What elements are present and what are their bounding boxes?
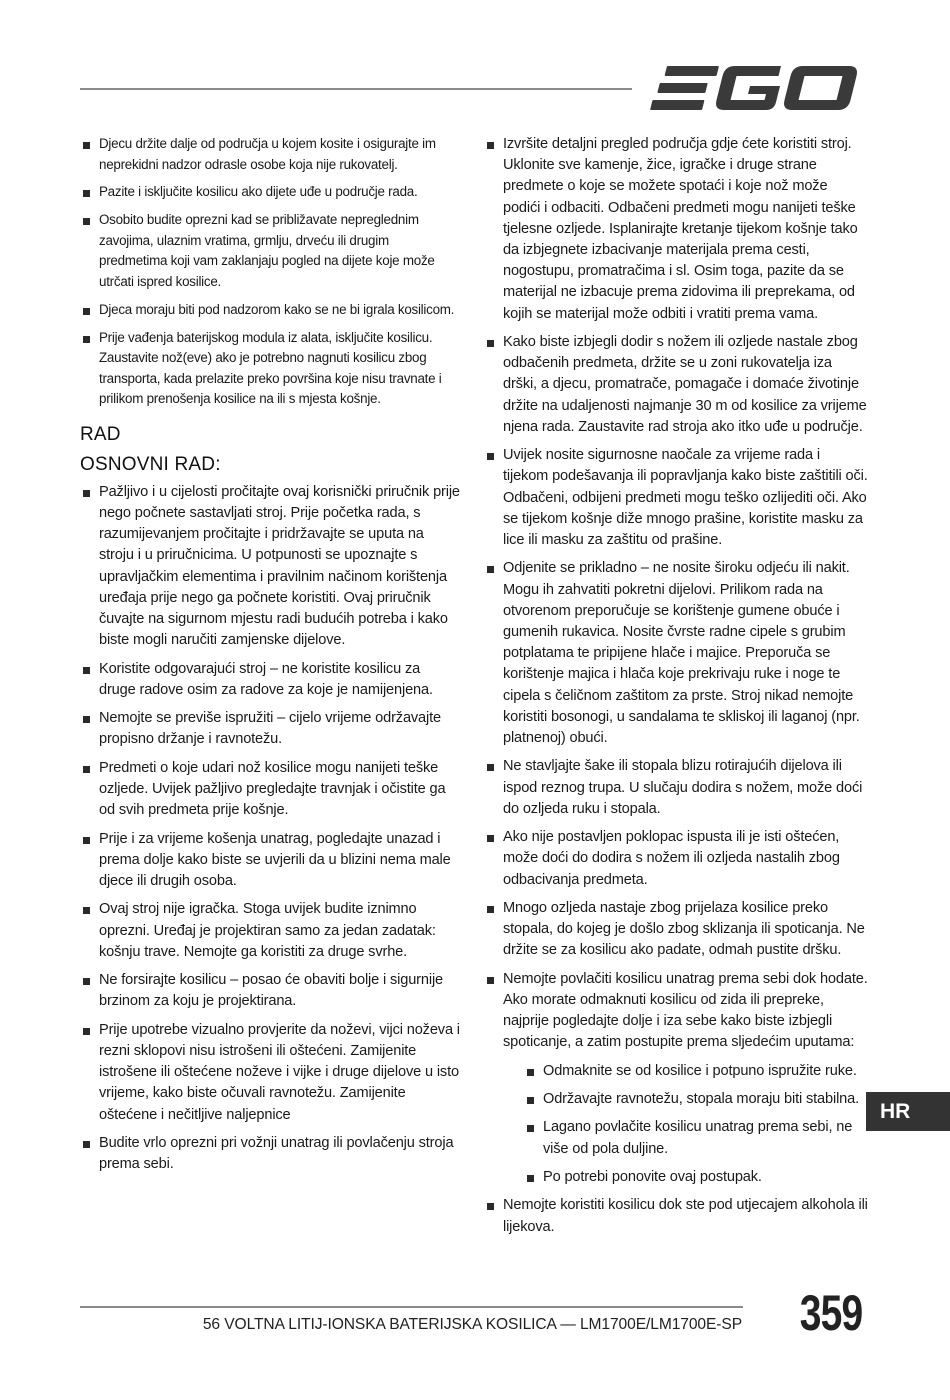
list-item: Odjenite se prikladno – ne nosite široku odjeću ili nakit. Mogu ih zahvatiti pokretni dijelovi. Prilikom rada na otvorenom preporučuje se korištenje gumene obuće i gumenih rukavica. Nosite čvrste radne cipele s grubim potplatama te pripijene hlače i majice. Preporuča se korištenje majica i hlača koje prekrivaju ruke i noge te cipela s čeličnom zaštitom za prste. Stroj nikad nemojte koristiti bosonogi, u sandalama te skliskoj ili laganoj (npr. platnenoj) obući. [484, 558, 868, 749]
sub-list-item: Održavajte ravnotežu, stopala moraju biti stabilna. [524, 1089, 868, 1110]
page-number: 359 [799, 1285, 862, 1341]
list-item: Uvijek nosite sigurnosne naočale za vrijeme rada i tijekom podešavanja ili popravljanja kako biste zaštitili oči. Odbačeni, odbijeni predmeti mogu teško ozlijediti oči. Ako se tijekom košnje diže mnogo prašine, koristite masku za lice ili masku za zaštitu od prašine. [484, 445, 868, 551]
left-column [80, 134, 460, 1183]
list-item-text: Nemojte povlačiti kosilicu unatrag prema sebi dok hodate. Ako morate odmaknuti kosilicu od zida ili prepreke, najprije pogledajte dolje i iza sebe kako biste izbjegli spoticanje, a zatim postupite prema sljedećim uputama: [503, 970, 868, 1051]
list-item: Ovaj stroj nije igračka. Stoga uvijek budite iznimno oprezni. Uređaj je projektiran samo za jedan zadatak: košnju trave. Nemojte ga koristiti za druge svrhe. [80, 899, 460, 963]
list-item: Budite vrlo oprezni pri vožnji unatrag ili povlačenju stroja prema sebi. [80, 1133, 460, 1175]
list-item: Prije i za vrijeme košenja unatrag, pogledajte unazad i prema dolje kako biste se uvjerili da u blizini nema male djece ili drugih osoba. [80, 829, 460, 893]
list-item: Izvršite detaljni pregled područja gdje ćete koristiti stroj. Uklonite sve kamenje, žice, igračke i druge strane predmete o koje se možete spotaći i koje nož može podići i odbaciti. Odbačeni predmeti mogu nanijeti teške tjelesne ozljede. Isplanirajte kretanje tijekom košnje tako da izbjegnete izbacivanje materijala prema cesti, nogostupu, promatračima i sl. Osim toga, pazite da se materijal ne izbacuje prema zidovima ili preprekama, od kojih se materijal može odbiti i vratiti prema vama. [484, 134, 868, 325]
list-item: Pažljivo i u cijelosti pročitajte ovaj korisnički priručnik prije nego počnete sastavljati stroj. Prije početka rada, s razumijevanjem pročitajte i pridržavajte se uputa na stroju i u priručnicima. U potpunosti se upoznajte s upravljačkim elementima i pravilnim načinom korištenja uređaja prije nego ga počnete koristiti. Ovaj priručnik čuvajte na sigurnom mjestu radi budućih potreba i kako biste mogli naručiti zamjenske dijelove. [80, 482, 460, 652]
list-item: Predmeti o koje udari nož kosilice mogu nanijeti teške ozljede. Uvijek pažljivo pregledajte travnjak i očistite ga od svih predmeta prije košnje. [80, 758, 460, 822]
sub-bullet-wrapper [503, 1061, 868, 1189]
list-item: Pazite i isključite kosilicu ako dijete uđe u područje rada. [80, 182, 460, 203]
language-tab: HR [866, 1092, 950, 1131]
header-rule [80, 88, 632, 90]
sub-bullet-list [503, 1061, 868, 1189]
list-item: Djecu držite dalje od područja u kojem kosite i osigurajte im neprekidni nadzor odrasle osobe koja nije rukovatelj. [80, 134, 460, 175]
list-item: Djeca moraju biti pod nadzorom kako se ne bi igrala kosilicom. [80, 300, 460, 321]
ego-logo [650, 62, 864, 114]
ego-logo-graphic [650, 62, 864, 114]
list-item: Prije upotrebe vizualno provjerite da noževi, vijci noževa i rezni sklopovi nisu istrošeni ili oštećeni. Zamijenite istrošene ili oštećene noževe i vijke i druge dijelove u isto vrijeme, kako biste očuvali ravnotežu. Zamijenite oštećene i nečitljive naljepnice [80, 1020, 460, 1126]
right-column [484, 134, 868, 1245]
section-heading: RAD [80, 423, 121, 445]
subsection-heading: OSNOVNI RAD: [80, 453, 221, 475]
intro-bullet-list [80, 134, 460, 410]
right-bullet-list [484, 134, 868, 1238]
sub-list-item: Odmaknite se od kosilice i potpuno ispružite ruke. [524, 1061, 868, 1082]
footer-title: 56 VOLTNA LITIJ-IONSKA BATERIJSKA KOSILICA — LM1700E/LM1700E-SP [202, 1316, 742, 1333]
sub-list-item: Lagano povlačite kosilicu unatrag prema sebi, ne više od pola duljine. [524, 1117, 868, 1159]
footer-rule [80, 1306, 743, 1308]
list-item: Ako nije postavljen poklopac ispusta ili je isti oštećen, može doći do dodira s nožem ili ozljeda nastalih zbog odbacivanja predmeta. [484, 827, 868, 891]
list-item: Koristite odgovarajući stroj – ne koristite kosilicu za druge radove osim za radove za koje je namijenjena. [80, 659, 460, 701]
list-item: Ne forsirajte kosilicu – posao će obaviti bolje i sigurnije brzinom za koju je projektirana. [80, 970, 460, 1012]
rad-bullet-list [80, 482, 460, 1176]
list-item: Ne stavljajte šake ili stopala blizu rotirajućih dijelova ili ispod reznog trupa. U slučaju dodira s nožem, može doći do ozljeda ruku i stopala. [484, 756, 868, 820]
list-item: Prije vađenja baterijskog modula iz alata, isključite kosilicu. Zaustavite nož(eve) ako je potrebno nagnuti kosilicu zbog transporta, kada prelazite preko površina koje nisu travnate i prilikom prenošenja kosilice na ili s mjesta košnje. [80, 328, 460, 410]
list-item: Mnogo ozljeda nastaje zbog prijelaza kosilice preko stopala, do kojeg je došlo zbog sklizanja ili spoticanja. Ne držite se za kosilicu ako padate, odmah pustite dršku. [484, 898, 868, 962]
sub-list-item: Po potrebi ponovite ovaj postupak. [524, 1167, 868, 1188]
list-item [484, 969, 868, 1188]
list-item: Osobito budite oprezni kad se približavate nepreglednim zavojima, ulaznim vratima, grmlju, drveću ili drugim predmetima koji vam zaklanjaju pogled na dijete koje može utrčati ispred kosilice. [80, 210, 460, 292]
list-item: Nemojte se previše ispružiti – cijelo vrijeme održavajte propisno držanje i ravnotežu. [80, 708, 460, 750]
list-item: Kako biste izbjegli dodir s nožem ili ozljede nastale zbog odbačenih predmeta, držite se u zoni rukovatelja iza drški, a djecu, promatrače, pomagače i domaće životinje držite na udaljenosti najmanje 30 m od kosilice za vrijeme njena rada. Zaustavite rad stroja ako itko uđe u područje. [484, 332, 868, 438]
list-item: Nemojte koristiti kosilicu dok ste pod utjecajem alkohola ili lijekova. [484, 1195, 868, 1237]
